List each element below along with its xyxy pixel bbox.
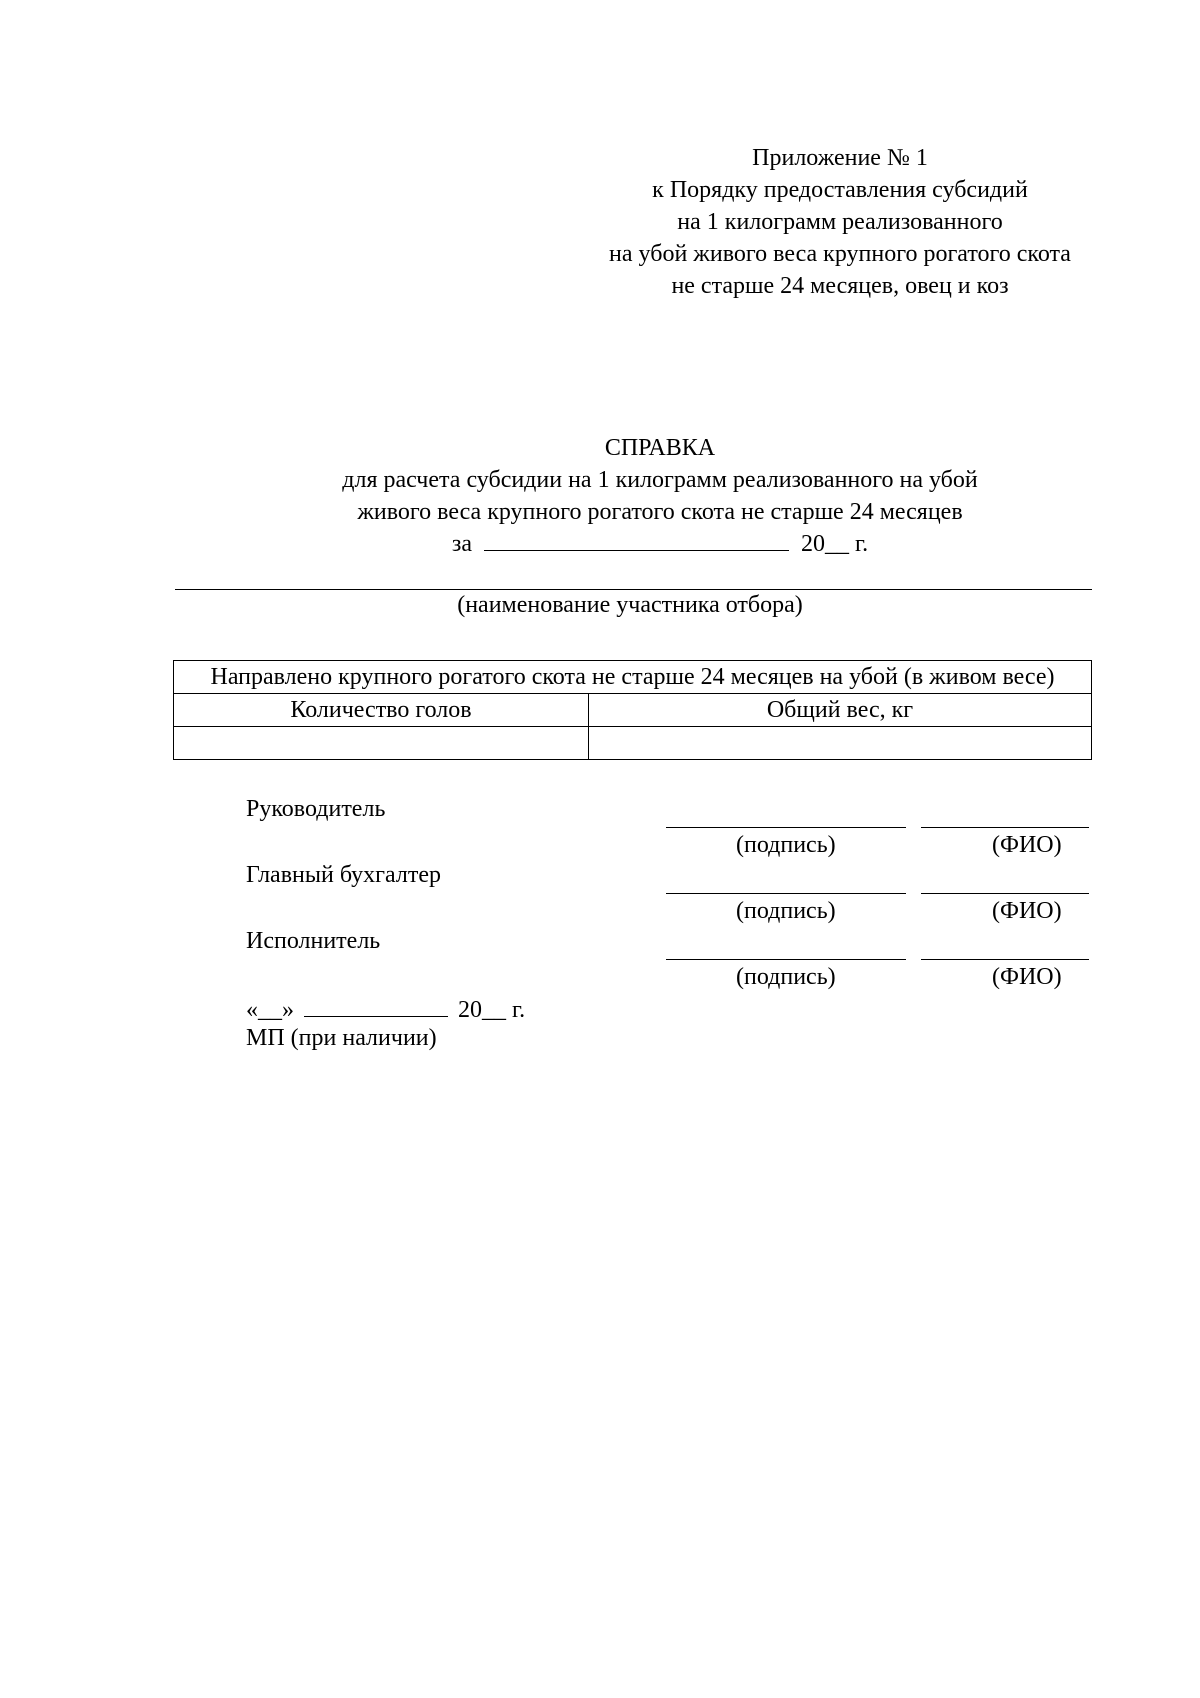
name-caption: (ФИО): [992, 832, 1062, 858]
table-header-row: [174, 661, 1092, 694]
participant-name-line[interactable]: [175, 589, 1092, 590]
appendix-line: на убой живого веса крупного рогатого скота: [609, 241, 1071, 267]
signature-line-executor[interactable]: [666, 959, 906, 960]
name-line-executor[interactable]: [921, 959, 1089, 960]
table-header-cell: Направлено крупного рогатого скота не старше 24 месяцев на убой (в живом весе): [174, 661, 1092, 694]
date-line: [246, 994, 525, 1024]
name-caption: (ФИО): [992, 964, 1062, 990]
certificate-subtitle-line-2: живого веса крупного рогатого скота не старше 24 месяцев: [357, 499, 963, 525]
signature-role-head: Руководитель: [246, 796, 386, 822]
period-blank[interactable]: [484, 528, 789, 551]
table-row: [174, 727, 1092, 760]
signature-caption: (подпись): [736, 898, 836, 924]
period-year: 20__ г.: [801, 531, 869, 557]
signature-line-head[interactable]: [666, 827, 906, 828]
appendix-line: на 1 килограмм реализованного: [677, 209, 1003, 235]
signature-caption: (подпись): [736, 832, 836, 858]
period-prefix: за: [451, 531, 472, 557]
signature-caption: (подпись): [736, 964, 836, 990]
appendix-line: Приложение № 1: [752, 145, 928, 171]
appendix-line: не старше 24 месяцев, овец и коз: [671, 273, 1009, 299]
name-caption: (ФИО): [992, 898, 1062, 924]
certificate-subtitle-line-1: для расчета субсидии на 1 килограмм реализованного на убой: [342, 467, 978, 493]
column-header-heads: Количество голов: [174, 694, 589, 727]
name-line-head[interactable]: [921, 827, 1089, 828]
name-line-accountant[interactable]: [921, 893, 1089, 894]
signature-role-executor: Исполнитель: [246, 928, 381, 954]
certificate-title-block: [170, 432, 1150, 560]
signature-line-accountant[interactable]: [666, 893, 906, 894]
date-year: 20__ г.: [458, 997, 526, 1023]
table-column-header-row: [174, 694, 1092, 727]
column-header-weight: Общий вес, кг: [589, 694, 1092, 727]
date-month-blank[interactable]: [304, 994, 448, 1017]
table-cell-heads[interactable]: [174, 727, 589, 760]
certificate-title: СПРАВКА: [604, 435, 716, 461]
date-day: «__»: [246, 997, 294, 1023]
stamp-note: МП (при наличии): [246, 1025, 437, 1051]
appendix-line: к Порядку предоставления субсидий: [652, 177, 1028, 203]
signature-role-accountant: Главный бухгалтер: [246, 862, 441, 888]
table-cell-weight[interactable]: [589, 727, 1092, 760]
participant-caption: (наименование участника отбора): [457, 592, 803, 618]
livestock-table: [173, 660, 1092, 760]
appendix-header: [560, 142, 1120, 302]
period-line: [170, 528, 1150, 560]
